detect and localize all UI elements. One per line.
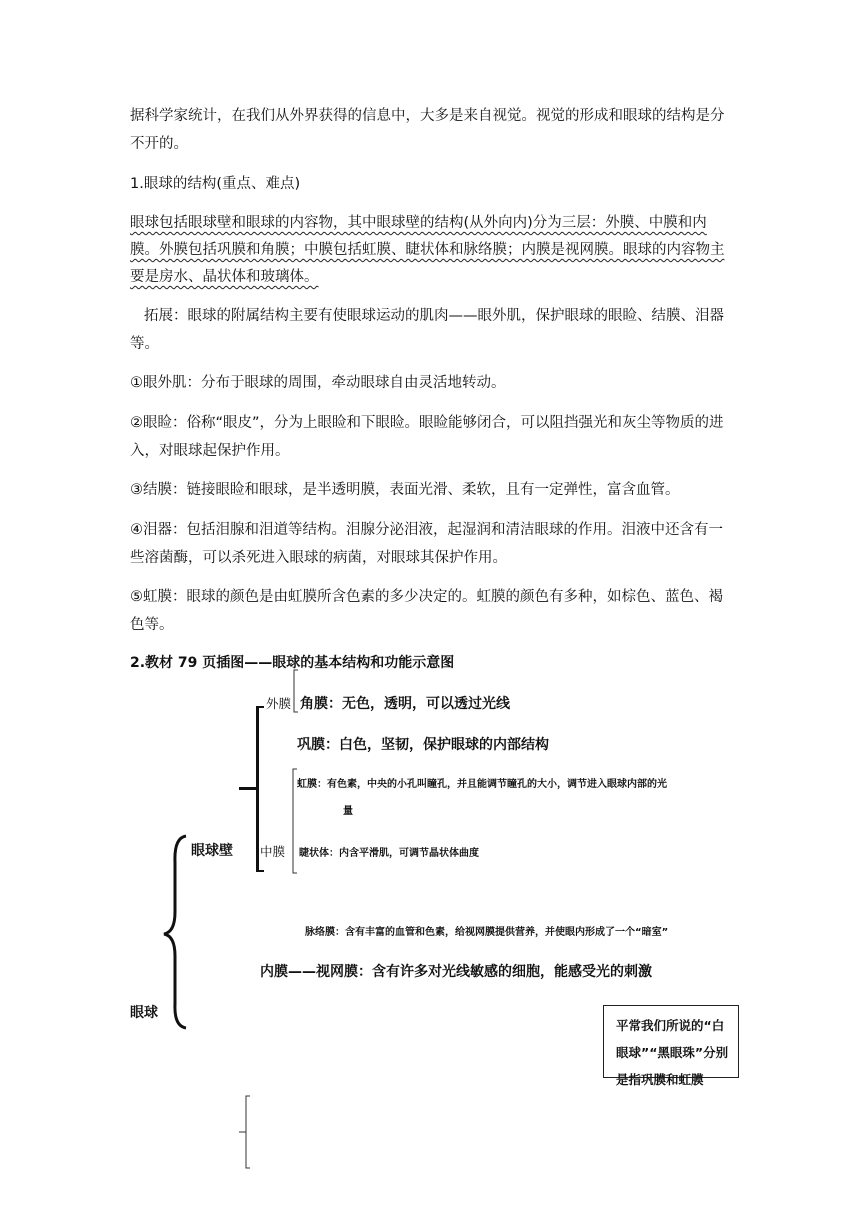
- list-item-eyelid: ②眼睑：俗称“眼皮”，分为上眼睑和下眼睑。眼睑能够闭合，可以阻挡强光和灰尘等物质的进入，对眼球起保护作用。: [130, 415, 724, 459]
- extension-paragraph: 拓展：眼球的附属结构主要有使眼球运动的肌肉——眼外肌，保护眼球的眼睑、结膜、泪器等。: [130, 308, 724, 352]
- outer-layer-bracket: [288, 668, 300, 716]
- iris-text-line1: 虹膜：有色素，中央的小孔叫瞳孔，并且能调节瞳孔的大小，调节进入眼球内部的光: [297, 779, 667, 790]
- wall-bracket-bottom: [256, 870, 264, 872]
- wall-bracket-top: [256, 706, 264, 708]
- list-item-eye-muscle: ①眼外肌：分布于眼球的周围，牵动眼球自由灵活地转动。: [130, 375, 506, 391]
- wall-bracket-stem: [239, 787, 257, 790]
- eyeball-label: 眼球: [130, 1005, 158, 1021]
- section2-title: 2.教材 79 页插图——眼球的基本结构和功能示意图: [130, 655, 455, 671]
- intro-paragraph: 据科学家统计，在我们从外界获得的信息中，大多是来自视觉。视觉的形成和眼球的结构是分不开的。: [130, 108, 725, 152]
- note-text: 平常我们所说的“白眼球”“黑眼珠”分别是指巩膜和虹膜: [616, 1018, 729, 1087]
- iris-text-line2: 量: [343, 806, 353, 817]
- wall-label: 眼球壁: [191, 843, 233, 859]
- list-item-iris: ⑤虹膜：眼球的颜色是由虹膜所含色素的多少决定的。虹膜的颜色有多种，如棕色、蓝色、褐色等。: [130, 589, 723, 633]
- outer-layer-label: 外膜: [266, 696, 292, 711]
- list-item-lacrimal: ④泪器：包括泪腺和泪道等结构。泪腺分泌泪液，起湿润和清洁眼球的作用。泪液中还含有一些溶菌酶，可以杀死进入眼球的病菌，对眼球其保护作用。: [130, 522, 723, 566]
- section1-title: 1.眼球的结构(重点、难点): [130, 176, 301, 192]
- structure-text: 眼球包括眼球壁和眼球的内容物，其中眼球壁的结构(从外向内)分为三层：外膜、中膜和内膜。外膜包括巩膜和角膜；中膜包括虹膜、睫状体和脉络膜；内膜是视网膜。眼球的内容物主要是房水、晶状体和玻璃体。: [130, 215, 725, 285]
- sclera-text: 巩膜：白色，坚韧，保护眼球的内部结构: [297, 737, 549, 753]
- choroid-text: 脉络膜：含有丰富的血管和色素，给视网膜提供营养，并使眼内形成了一个“暗室”: [305, 927, 669, 938]
- inner-layer-text: 内膜——视网膜：含有许多对光线敏感的细胞，能感受光的刺激: [260, 964, 652, 980]
- cornea-text: 角膜：无色，透明，可以透过光线: [300, 696, 510, 712]
- empty-bracket: [238, 1094, 254, 1174]
- structure-paragraph: [130, 210, 730, 291]
- middle-layer-label: 中膜: [260, 844, 286, 859]
- note-box: [603, 1005, 739, 1087]
- ciliary-text: 睫状体：内含平滑肌，可调节晶状体曲度: [299, 848, 479, 859]
- eyeball-brace: [160, 832, 190, 1032]
- list-item-conjunctiva: ③结膜：链接眼睑和眼球，是半透明膜，表面光滑、柔软，且有一定弹性，富含血管。: [130, 482, 680, 498]
